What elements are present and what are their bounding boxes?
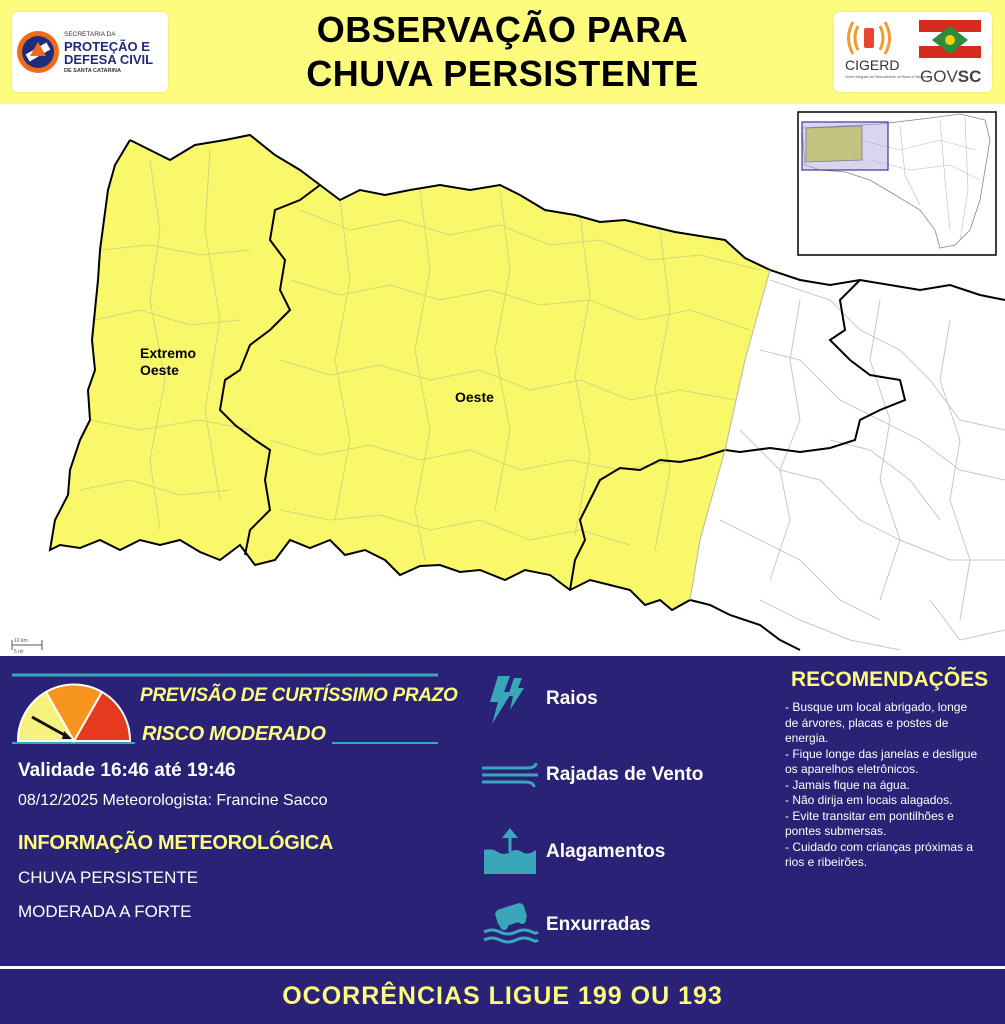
label-extremo: Extremo — [140, 345, 197, 361]
validity-text: Validade 16:46 até 19:46 — [18, 760, 236, 781]
defesa-civil-emblem-icon — [12, 12, 168, 92]
inset-locator-map — [798, 112, 996, 255]
recommendations-title: RECOMENDAÇÕES — [791, 668, 989, 691]
lightning-icon — [484, 674, 526, 726]
hazard-label-vento: Rajadas de Vento — [546, 764, 704, 785]
logos-svg — [834, 12, 992, 92]
cigerd-signal-icon — [849, 22, 890, 54]
cigerd-label: CIGERD — [845, 57, 900, 73]
cigerd-sub: Centro Integrado de Gerenciamento de Riscos e Desastres — [845, 75, 929, 79]
info-line-2: MODERADA A FORTE — [18, 902, 192, 921]
recommendation-line: pontes submersas. — [785, 824, 887, 838]
logo-text-defesa: DEFESA CIVIL — [64, 52, 154, 67]
region-map-svg — [0, 104, 1005, 656]
forecast-heading: PREVISÃO DE CURTÍSSIMO PRAZO — [140, 685, 458, 706]
footer-divider — [0, 966, 1005, 969]
info-line-1: CHUVA PERSISTENTE — [18, 868, 199, 887]
scale-km: 10 km — [14, 638, 28, 644]
scale-mi: 5 mi — [14, 649, 24, 655]
defesa-civil-logo — [12, 12, 168, 92]
header-bar — [0, 0, 1005, 104]
alert-map — [0, 104, 1005, 656]
title-line-1: OBSERVAÇÃO PARA — [316, 9, 689, 50]
recommendation-line: energia. — [785, 731, 829, 745]
recommendation-line: rios e ribeirões. — [785, 855, 868, 869]
recommendation-line: - Busque um local abrigado, longe — [785, 700, 968, 714]
recommendation-line: - Cuidado com crianças próximas a — [785, 839, 974, 854]
label-oeste-2: Oeste — [455, 389, 494, 405]
page-title — [190, 8, 815, 96]
hazard-label-enxurradas: Enxurradas — [546, 914, 651, 935]
recommendation-line: - Jamais fique na água. — [785, 777, 910, 792]
recommendation-line: - Fique longe das janelas e desligue — [785, 746, 978, 761]
gov-label: GOVSC — [920, 67, 982, 86]
recommendation-line: - Evite transitar em pontilhões e — [785, 808, 954, 823]
logo-text-sc: DE SANTA CATARINA — [64, 68, 121, 74]
recommendations-list — [785, 700, 995, 871]
risk-level: RISCO MODERADO — [142, 723, 326, 745]
recommendation-line: de árvores, placas e postes de — [785, 715, 949, 730]
cigerd-govsc-logos — [834, 12, 992, 92]
logo-text-secretaria: SECRETARIA DA — [64, 31, 116, 38]
wind-icon — [480, 760, 542, 790]
risk-gauge-icon — [18, 684, 130, 741]
scale-bar — [12, 638, 42, 655]
label-oeste-1: Oeste — [140, 362, 179, 378]
flood-icon — [482, 826, 538, 876]
municipal-boundaries-east — [720, 280, 1005, 650]
hazard-label-raios: Raios — [546, 688, 598, 709]
emergency-phone-footer: OCORRÊNCIAS LIGUE 199 OU 193 — [282, 982, 723, 1010]
recommendation-line: - Não dirija em locais alagados. — [785, 793, 953, 807]
logo-text-protecao: PROTEÇÃO E — [64, 39, 150, 54]
hazard-label-alagamentos: Alagamentos — [546, 841, 666, 862]
flash-flood-icon — [482, 898, 540, 948]
info-title: INFORMAÇÃO METEOROLÓGICA — [18, 832, 334, 854]
title-line-2: CHUVA PERSISTENTE — [306, 53, 699, 94]
date-meteorologist: 08/12/2025 Meteorologista: Francine Sacco — [18, 792, 328, 809]
recommendation-line: os aparelhos eletrônicos. — [785, 762, 919, 776]
sc-flag-icon — [919, 20, 981, 58]
